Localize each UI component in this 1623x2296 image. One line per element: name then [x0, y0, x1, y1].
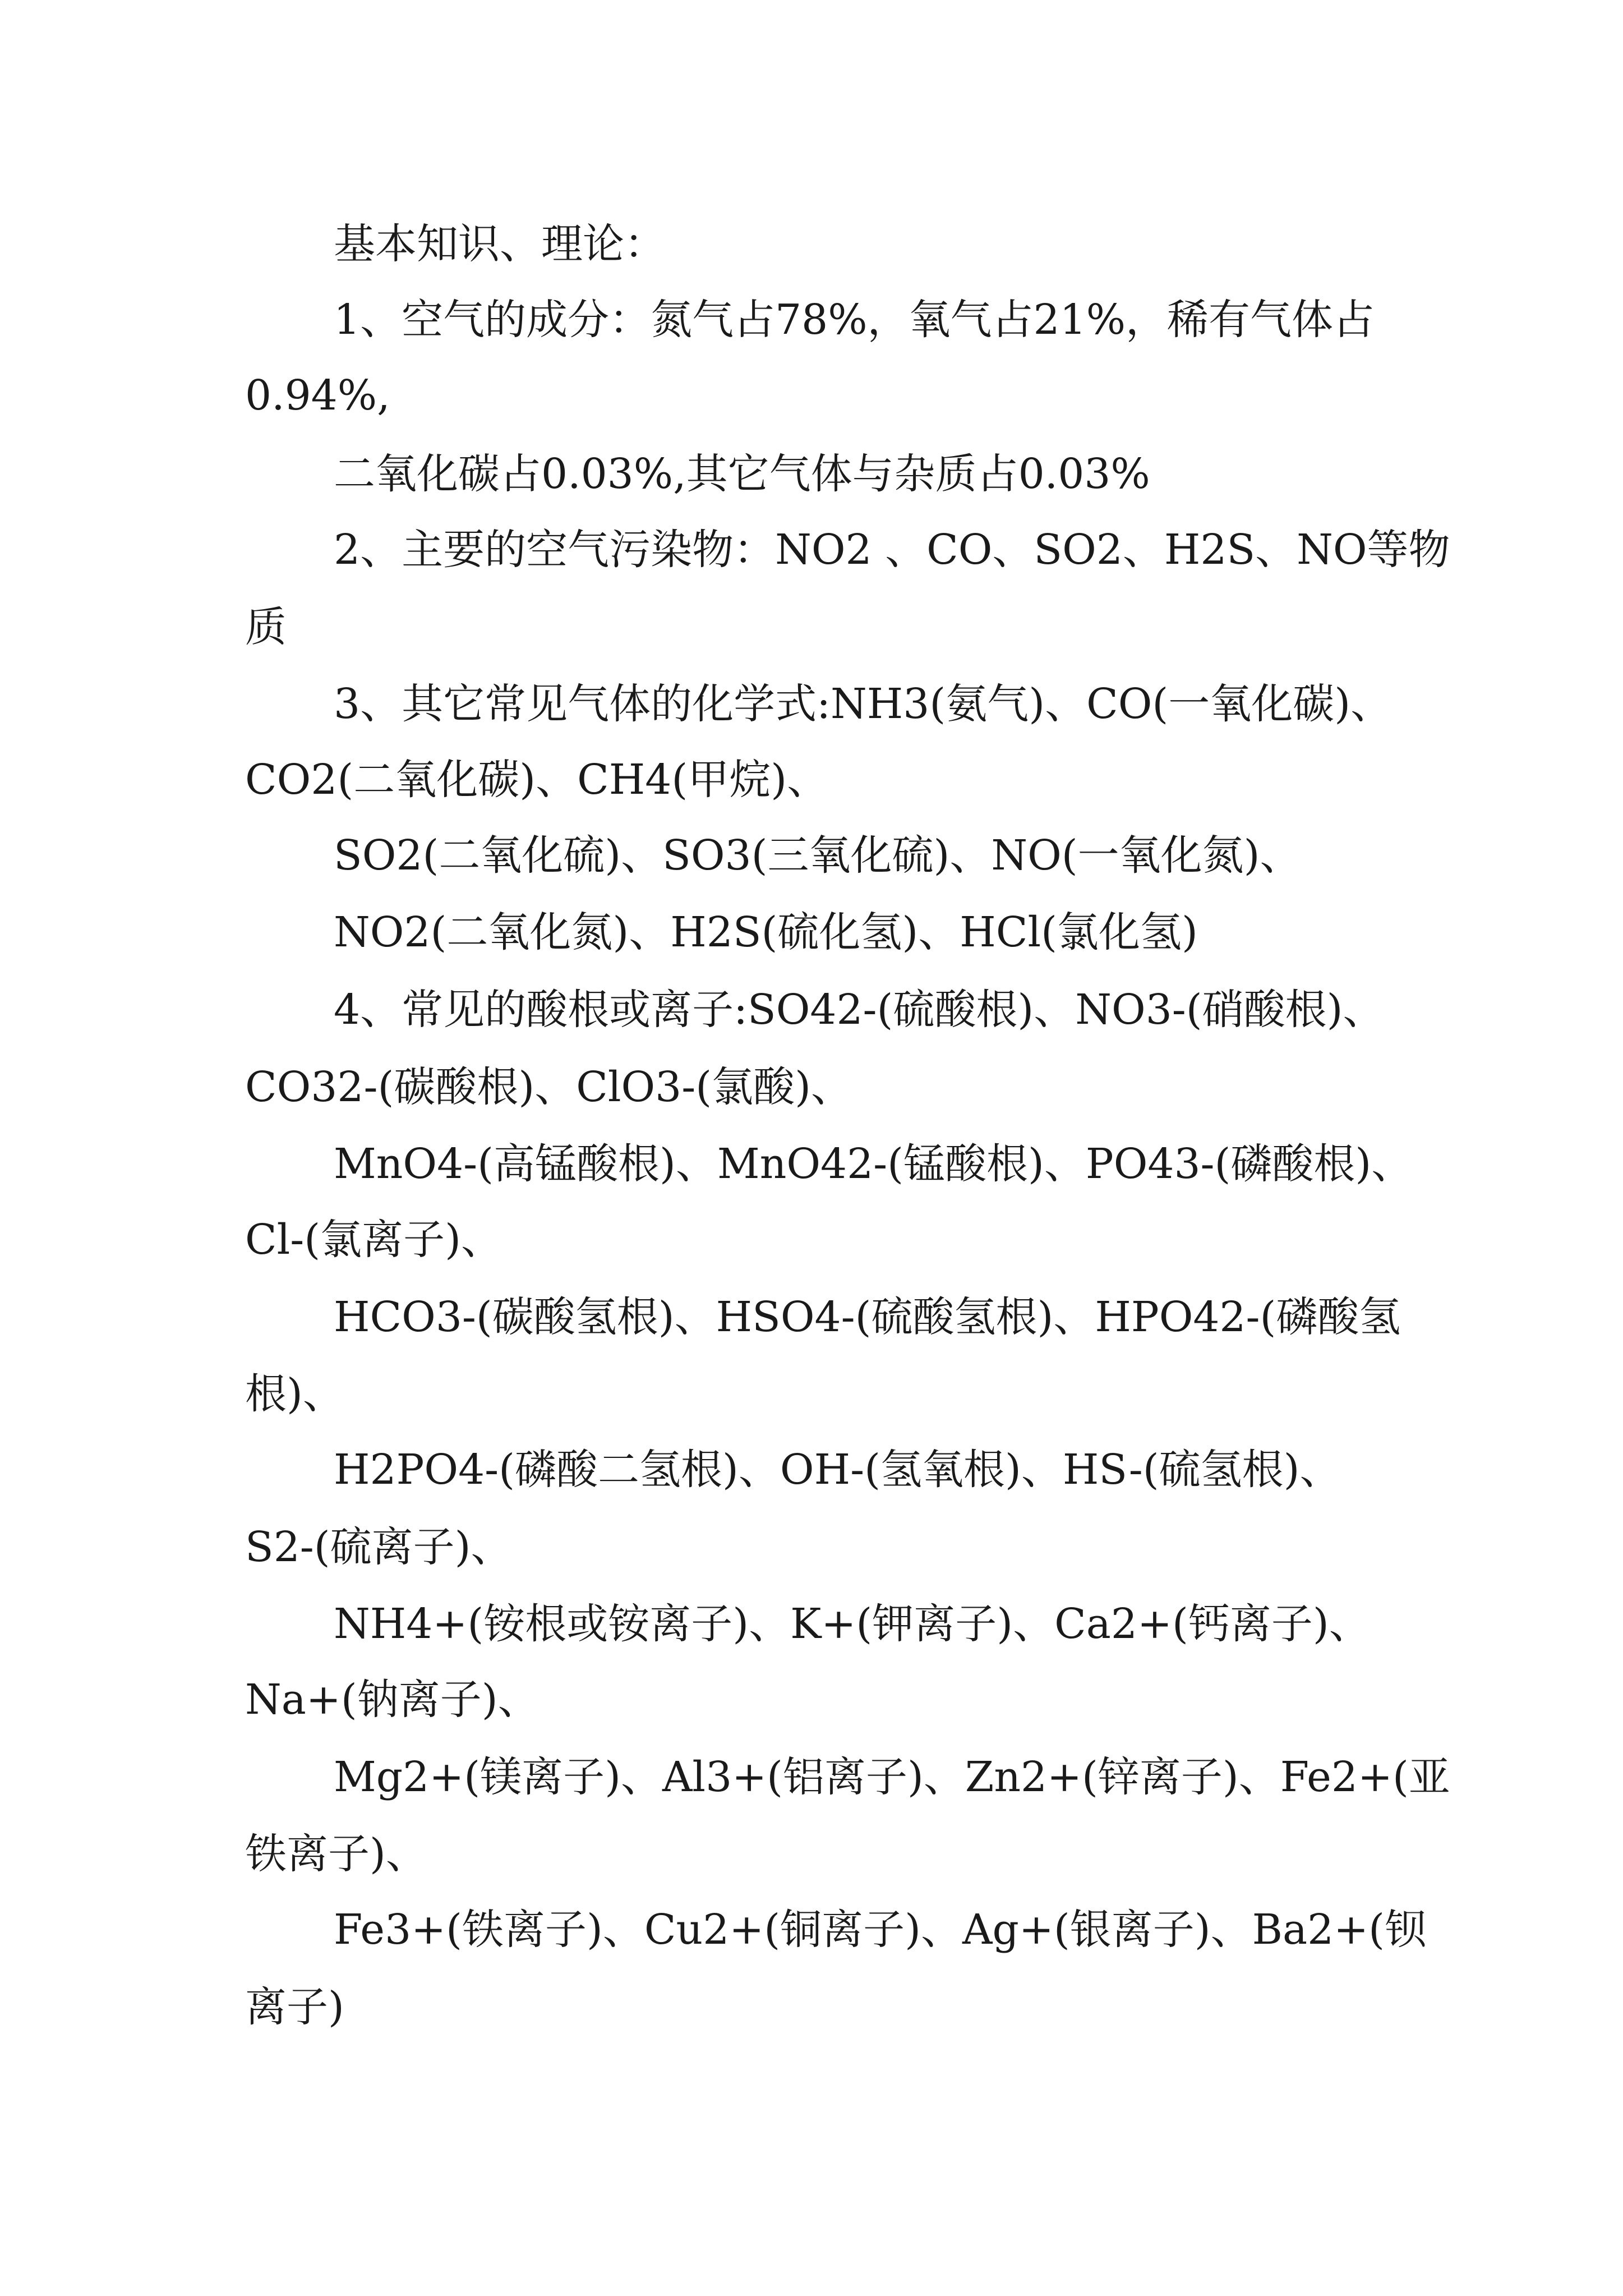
item-2-line-1: 2、主要的空气污染物：NO2 、CO、SO2、H2S、NO等物	[334, 526, 1450, 574]
item-4-line-5: HCO3-(碳酸氢根)、HSO4-(硫酸氢根)、HPO42-(磷酸氢	[334, 1293, 1401, 1341]
item-2-line-2: 质	[245, 603, 287, 651]
item-4-line-7: H2PO4-(磷酸二氢根)、OH-(氢氧根)、HS-(硫氢根)、	[334, 1446, 1341, 1494]
item-1-line-2: 0.94%,	[245, 371, 390, 420]
item-4-line-11: Mg2+(镁离子)、Al3+(铝离子)、Zn2+(锌离子)、Fe2+(亚	[334, 1753, 1450, 1801]
item-1-line-3: 二氧化碳占0.03%,其它气体与杂质占0.03%	[334, 450, 1150, 498]
item-4-line-12: 铁离子)、	[245, 1830, 427, 1878]
item-4-line-13: Fe3+(铁离子)、Cu2+(铜离子)、Ag+(银离子)、Ba2+(钡	[334, 1906, 1427, 1954]
item-3-line-1: 3、其它常见气体的化学式:NH3(氨气)、CO(一氧化碳)、	[334, 680, 1393, 728]
item-4-line-3: MnO4-(高锰酸根)、MnO42-(锰酸根)、PO43-(磷酸根)、	[334, 1140, 1413, 1188]
item-4-line-1: 4、常见的酸根或离子:SO42-(硫酸根)、NO3-(硝酸根)、	[334, 986, 1385, 1034]
heading: 基本知识、理论：	[334, 220, 666, 268]
item-3-line-4: NO2(二氧化氮)、H2S(硫化氢)、HCl(氯化氢)	[334, 908, 1198, 956]
item-4-line-8: S2-(硫离子)、	[245, 1523, 513, 1571]
item-1-line-1: 1、空气的成分：氮气占78%，氧气占21%，稀有气体占	[334, 296, 1375, 344]
item-4-line-6: 根)、	[245, 1370, 344, 1418]
item-4-line-10: Na+(钠离子)、	[245, 1676, 540, 1724]
item-4-line-9: NH4+(铵根或铵离子)、K+(钾离子)、Ca2+(钙离子)、	[334, 1600, 1371, 1648]
item-4-line-4: Cl-(氯离子)、	[245, 1216, 503, 1264]
item-4-line-14: 离子)	[245, 1983, 344, 2031]
item-4-line-2: CO32-(碳酸根)、ClO3-(氯酸)、	[245, 1063, 852, 1111]
item-3-line-2: CO2(二氧化碳)、CH4(甲烷)、	[245, 756, 829, 804]
item-3-line-3: SO2(二氧化硫)、SO3(三氧化硫)、NO(一氧化氮)、	[334, 831, 1302, 880]
